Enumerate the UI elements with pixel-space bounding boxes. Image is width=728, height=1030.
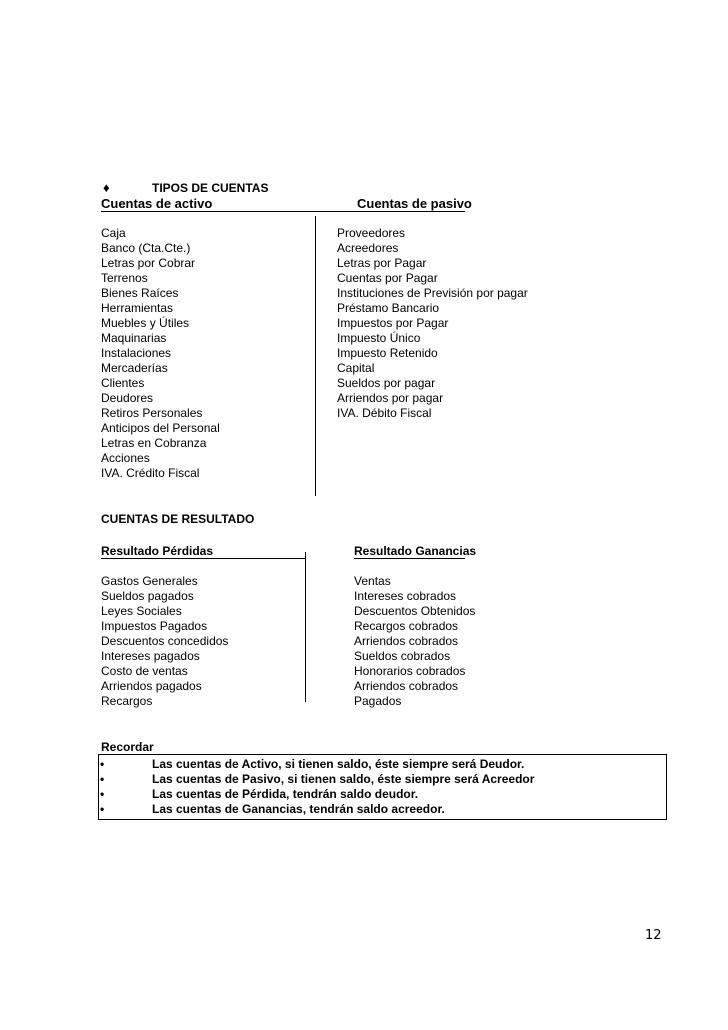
list-item: Clientes [101,376,145,390]
list-item: Honorarios cobrados [354,664,466,678]
list-item: Caja [101,226,126,240]
list-item: Intereses cobrados [354,589,457,603]
heading-underline-ganancias [354,558,465,559]
heading-cuentas-activo: Cuentas de activo [101,196,213,211]
list-item: Impuesto Retenido [337,346,438,360]
heading-resultado-ganancias: Resultado Ganancias [354,544,477,558]
list-item: Terrenos [101,271,148,285]
list-item: Pagados [354,694,402,708]
list-item: Intereses pagados [101,649,200,663]
list-item: Descuentos concedidos [101,634,229,648]
list-item: Letras por Pagar [337,256,427,270]
list-item: IVA. Débito Fiscal [337,406,432,420]
heading-underline-left [101,211,315,212]
list-item: Anticipos del Personal [101,421,220,435]
list-item: Sueldos pagados [101,589,194,603]
list-item: Letras por Cobrar [101,256,196,270]
diamond-bullet-icon: ♦ [103,180,110,195]
ganancias-list [354,574,475,709]
list-item: Recargos [101,694,153,708]
bullet-icon: • [100,802,105,816]
list-item: Letras en Cobranza [101,436,207,450]
list-item: Banco (Cta.Cte.) [101,241,191,255]
list-item: Bienes Raíces [101,286,179,300]
list-item: Instituciones de Previsión por pagar [337,286,528,300]
list-item: Arriendos cobrados [354,634,459,648]
list-item: Cuentas por Pagar [337,271,438,285]
list-item: Acciones [101,451,150,465]
list-item: IVA. Crédito Fiscal [101,466,200,480]
activo-list [101,226,220,481]
list-item: Muebles y Útiles [101,316,190,330]
t-account-divider-1 [315,216,316,496]
list-item: Impuestos Pagados [101,619,208,633]
section-title-tipos-de-cuentas: TIPOS DE CUENTAS [152,181,269,195]
list-item: Arriendos por pagar [337,391,444,405]
list-item: Gastos Generales [101,574,198,588]
list-item: Arriendos cobrados [354,679,459,693]
reminder-title: Recordar [101,740,154,754]
list-item: Préstamo Bancario [337,301,440,315]
bullet-icon: • [100,757,105,771]
list-item: Sueldos por pagar [337,376,436,390]
list-item: Sueldos cobrados [354,649,451,663]
list-item: Retiros Personales [101,406,203,420]
heading-underline-perdidas [101,558,305,559]
heading-resultado-perdidas: Resultado Pérdidas [101,544,214,558]
heading-cuentas-pasivo: Cuentas de pasivo [357,196,472,211]
list-item: Impuesto Único [337,331,421,345]
list-item: Capital [337,361,375,375]
list-item: Ventas [354,574,391,588]
reminder-text: Las cuentas de Pérdida, tendrán saldo deudor. [152,787,419,801]
reminder-text: Las cuentas de Ganancias, tendrán saldo acreedor. [152,802,445,816]
list-item: Recargos cobrados [354,619,459,633]
list-item: Impuestos por Pagar [337,316,449,330]
list-item: Maquinarias [101,331,167,345]
pasivo-list [337,226,528,421]
section-title-cuentas-de-resultado: CUENTAS DE RESULTADO [101,512,255,526]
reminder-text: Las cuentas de Activo, si tienen saldo, éste siempre será Deudor. [152,757,525,771]
heading-underline-right [315,211,465,212]
list-item: Deudores [101,391,154,405]
list-item: Instalaciones [101,346,172,360]
list-item: Costo de ventas [101,664,188,678]
list-item: Herramientas [101,301,174,315]
bullet-icon: • [100,787,105,801]
t-account-divider-2 [305,552,306,702]
bullet-icon: • [100,772,105,786]
list-item: Proveedores [337,226,406,240]
list-item: Leyes Sociales [101,604,182,618]
perdidas-list [101,574,228,709]
list-item: Acreedores [337,241,399,255]
reminder-text: Las cuentas de Pasivo, si tienen saldo, éste siempre será Acreedor [152,772,535,786]
list-item: Descuentos Obtenidos [354,604,476,618]
list-item: Mercaderías [101,361,168,375]
list-item: Arriendos pagados [101,679,202,693]
page-number: 12 [645,928,662,943]
